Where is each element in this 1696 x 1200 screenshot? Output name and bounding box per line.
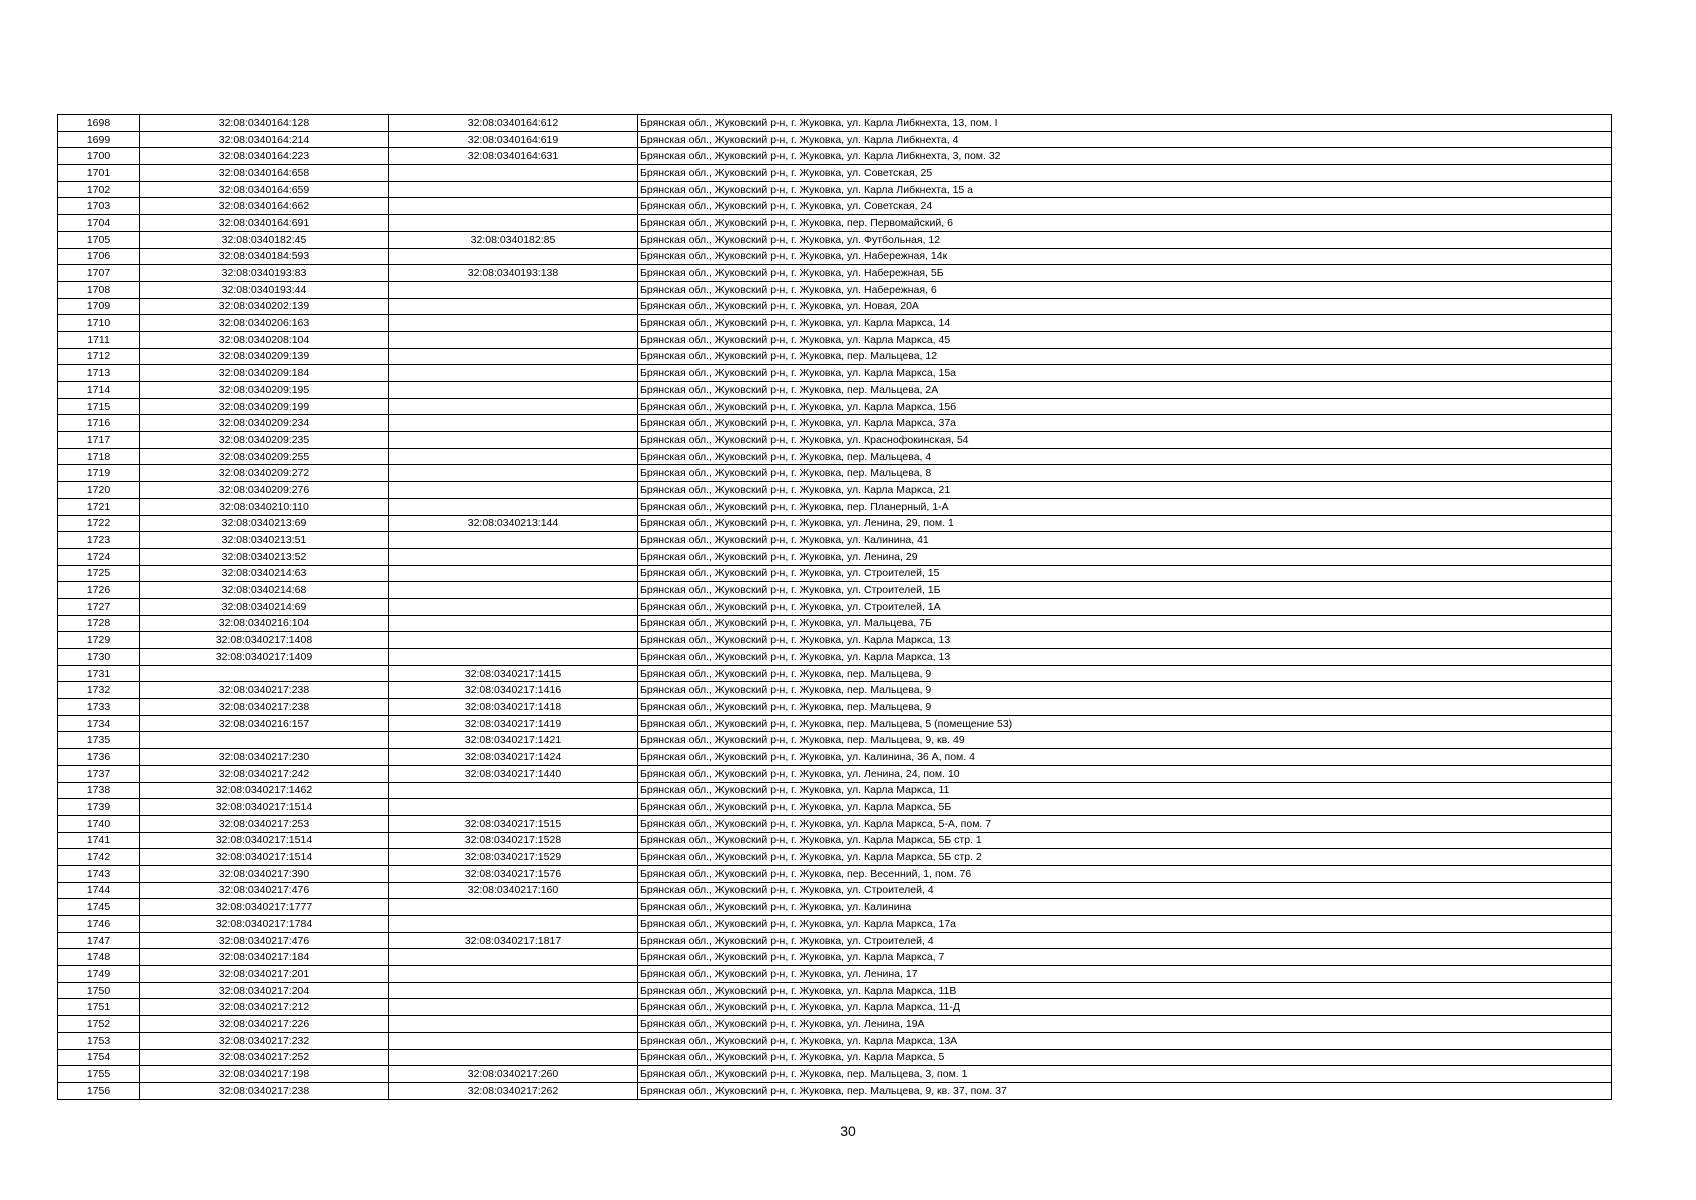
row-number-cell: 1750 — [58, 982, 140, 999]
table-row — [58, 715, 1612, 732]
row-number-cell: 1727 — [58, 598, 140, 615]
address-cell: Брянская обл., Жуковский р-н, г. Жуковка, ул. Карла Маркса, 5Б стр. 1 — [638, 832, 1612, 849]
table-row — [58, 148, 1612, 165]
table-row — [58, 1049, 1612, 1066]
address-cell: Брянская обл., Жуковский р-н, г. Жуковка, ул. Карла Маркса, 11В — [638, 982, 1612, 999]
address-cell: Брянская обл., Жуковский р-н, г. Жуковка, ул. Ленина, 19А — [638, 1016, 1612, 1033]
address-cell: Брянская обл., Жуковский р-н, г. Жуковка, пер. Мальцева, 2А — [638, 382, 1612, 399]
address-cell: Брянская обл., Жуковский р-н, г. Жуковка, ул. Ленина, 17 — [638, 966, 1612, 983]
related-cadastral-number-cell — [389, 398, 638, 415]
address-cell: Брянская обл., Жуковский р-н, г. Жуковка, ул. Калинина, 41 — [638, 532, 1612, 549]
cadastral-number-cell: 32:08:0340213:69 — [140, 515, 389, 532]
cadastral-number-cell: 32:08:0340217:212 — [140, 999, 389, 1016]
cadastral-number-cell: 32:08:0340209:255 — [140, 448, 389, 465]
row-number-cell: 1711 — [58, 331, 140, 348]
table-row — [58, 265, 1612, 282]
cadastral-number-cell: 32:08:0340208:104 — [140, 331, 389, 348]
table-row — [58, 448, 1612, 465]
table-row — [58, 916, 1612, 933]
row-number-cell: 1712 — [58, 348, 140, 365]
cadastral-number-cell: 32:08:0340209:195 — [140, 382, 389, 399]
related-cadastral-number-cell: 32:08:0340217:1416 — [389, 682, 638, 699]
row-number-cell: 1721 — [58, 498, 140, 515]
row-number-cell: 1714 — [58, 382, 140, 399]
address-cell: Брянская обл., Жуковский р-н, г. Жуковка, ул. Карла Либкнехта, 3, пом. 32 — [638, 148, 1612, 165]
cadastral-number-cell: 32:08:0340206:163 — [140, 315, 389, 332]
address-cell: Брянская обл., Жуковский р-н, г. Жуковка, ул. Строителей, 4 — [638, 932, 1612, 949]
table-row — [58, 231, 1612, 248]
address-cell: Брянская обл., Жуковский р-н, г. Жуковка, пер. Мальцева, 5 (помещение 53) — [638, 715, 1612, 732]
address-cell: Брянская обл., Жуковский р-н, г. Жуковка, ул. Карла Маркса, 5-А, пом. 7 — [638, 815, 1612, 832]
cadastral-number-cell: 32:08:0340217:1784 — [140, 916, 389, 933]
row-number-cell: 1734 — [58, 715, 140, 732]
cadastral-number-cell: 32:08:0340217:242 — [140, 765, 389, 782]
address-cell: Брянская обл., Жуковский р-н, г. Жуковка, пер. Мальцева, 9 — [638, 665, 1612, 682]
cadastral-number-cell: 32:08:0340164:128 — [140, 115, 389, 132]
address-cell: Брянская обл., Жуковский р-н, г. Жуковка, пер. Мальцева, 12 — [638, 348, 1612, 365]
cadastral-number-cell — [140, 732, 389, 749]
row-number-cell: 1706 — [58, 248, 140, 265]
table-row — [58, 832, 1612, 849]
cadastral-number-cell: 32:08:0340214:68 — [140, 582, 389, 599]
address-cell: Брянская обл., Жуковский р-н, г. Жуковка, ул. Краснофокинская, 54 — [638, 432, 1612, 449]
row-number-cell: 1726 — [58, 582, 140, 599]
table-row — [58, 699, 1612, 716]
related-cadastral-number-cell: 32:08:0340217:1515 — [389, 815, 638, 832]
table-row — [58, 315, 1612, 332]
cadastral-number-cell: 32:08:0340209:139 — [140, 348, 389, 365]
address-cell: Брянская обл., Жуковский р-н, г. Жуковка, ул. Карла Маркса, 17а — [638, 916, 1612, 933]
address-cell: Брянская обл., Жуковский р-н, г. Жуковка, ул. Карла Маркса, 13А — [638, 1032, 1612, 1049]
row-number-cell: 1741 — [58, 832, 140, 849]
address-cell: Брянская обл., Жуковский р-н, г. Жуковка, пер. Весенний, 1, пом. 76 — [638, 865, 1612, 882]
table-row — [58, 365, 1612, 382]
address-cell: Брянская обл., Жуковский р-н, г. Жуковка, ул. Карла Маркса, 7 — [638, 949, 1612, 966]
cadastral-number-cell: 32:08:0340213:52 — [140, 548, 389, 565]
row-number-cell: 1703 — [58, 198, 140, 215]
table-row — [58, 432, 1612, 449]
cadastral-number-cell — [140, 665, 389, 682]
address-cell: Брянская обл., Жуковский р-н, г. Жуковка, ул. Карла Либкнехта, 4 — [638, 131, 1612, 148]
related-cadastral-number-cell — [389, 565, 638, 582]
related-cadastral-number-cell — [389, 1032, 638, 1049]
cadastral-number-cell: 32:08:0340164:214 — [140, 131, 389, 148]
related-cadastral-number-cell: 32:08:0340193:138 — [389, 265, 638, 282]
table-row — [58, 732, 1612, 749]
related-cadastral-number-cell: 32:08:0340217:160 — [389, 882, 638, 899]
cadastral-number-cell: 32:08:0340209:184 — [140, 365, 389, 382]
table-row — [58, 932, 1612, 949]
row-number-cell: 1705 — [58, 231, 140, 248]
cadastral-number-cell: 32:08:0340164:659 — [140, 181, 389, 198]
cadastral-number-cell: 32:08:0340217:476 — [140, 932, 389, 949]
table-row — [58, 565, 1612, 582]
related-cadastral-number-cell — [389, 582, 638, 599]
table-row — [58, 1016, 1612, 1033]
address-cell: Брянская обл., Жуковский р-н, г. Жуковка, пер. Мальцева, 9 — [638, 699, 1612, 716]
table-row — [58, 181, 1612, 198]
row-number-cell: 1732 — [58, 682, 140, 699]
page-number: 30 — [840, 1123, 856, 1139]
row-number-cell: 1730 — [58, 649, 140, 666]
table-row — [58, 749, 1612, 766]
row-number-cell: 1701 — [58, 165, 140, 182]
row-number-cell: 1743 — [58, 865, 140, 882]
related-cadastral-number-cell: 32:08:0340213:144 — [389, 515, 638, 532]
related-cadastral-number-cell: 32:08:0340217:1415 — [389, 665, 638, 682]
address-cell: Брянская обл., Жуковский р-н, г. Жуковка, ул. Карла Маркса, 14 — [638, 315, 1612, 332]
cadastral-number-cell: 32:08:0340164:223 — [140, 148, 389, 165]
table-row — [58, 382, 1612, 399]
related-cadastral-number-cell: 32:08:0340217:1817 — [389, 932, 638, 949]
address-cell: Брянская обл., Жуковский р-н, г. Жуковка, ул. Карла Маркса, 11 — [638, 782, 1612, 799]
cadastral-number-cell: 32:08:0340217:1777 — [140, 899, 389, 916]
cadastral-number-cell: 32:08:0340164:658 — [140, 165, 389, 182]
address-cell: Брянская обл., Жуковский р-н, г. Жуковка, ул. Строителей, 1А — [638, 598, 1612, 615]
address-cell: Брянская обл., Жуковский р-н, г. Жуковка, пер. Мальцева, 3, пом. 1 — [638, 1066, 1612, 1083]
table-row — [58, 165, 1612, 182]
row-number-cell: 1739 — [58, 799, 140, 816]
related-cadastral-number-cell — [389, 1049, 638, 1066]
address-cell: Брянская обл., Жуковский р-н, г. Жуковка, ул. Карла Маркса, 15а — [638, 365, 1612, 382]
table-row — [58, 215, 1612, 232]
related-cadastral-number-cell — [389, 982, 638, 999]
row-number-cell: 1747 — [58, 932, 140, 949]
address-cell: Брянская обл., Жуковский р-н, г. Жуковка, ул. Карла Маркса, 11-Д — [638, 999, 1612, 1016]
address-cell: Брянская обл., Жуковский р-н, г. Жуковка, пер. Первомайский, 6 — [638, 215, 1612, 232]
table-row — [58, 782, 1612, 799]
cadastral-number-cell: 32:08:0340164:662 — [140, 198, 389, 215]
address-cell: Брянская обл., Жуковский р-н, г. Жуковка, ул. Ленина, 24, пом. 10 — [638, 765, 1612, 782]
cadastral-number-cell: 32:08:0340217:1462 — [140, 782, 389, 799]
table-row — [58, 632, 1612, 649]
cadastral-number-cell: 32:08:0340217:1514 — [140, 832, 389, 849]
cadastral-number-cell: 32:08:0340216:104 — [140, 615, 389, 632]
table-row — [58, 882, 1612, 899]
address-cell: Брянская обл., Жуковский р-н, г. Жуковка, ул. Строителей, 4 — [638, 882, 1612, 899]
table-row — [58, 515, 1612, 532]
cadastral-number-cell: 32:08:0340217:238 — [140, 682, 389, 699]
cadastral-number-cell: 32:08:0340217:226 — [140, 1016, 389, 1033]
related-cadastral-number-cell — [389, 598, 638, 615]
table-row — [58, 949, 1612, 966]
cadastral-number-cell: 32:08:0340217:476 — [140, 882, 389, 899]
registry-table — [57, 114, 1612, 1100]
table-row — [58, 1082, 1612, 1099]
address-cell: Брянская обл., Жуковский р-н, г. Жуковка, ул. Карла Либкнехта, 15 а — [638, 181, 1612, 198]
table-row — [58, 298, 1612, 315]
table-row — [58, 982, 1612, 999]
cadastral-number-cell: 32:08:0340217:238 — [140, 1082, 389, 1099]
address-cell: Брянская обл., Жуковский р-н, г. Жуковка, пер. Мальцева, 4 — [638, 448, 1612, 465]
address-cell: Брянская обл., Жуковский р-н, г. Жуковка, ул. Карла Маркса, 5Б — [638, 799, 1612, 816]
address-cell: Брянская обл., Жуковский р-н, г. Жуковка, ул. Футбольная, 12 — [638, 231, 1612, 248]
cadastral-number-cell: 32:08:0340193:83 — [140, 265, 389, 282]
row-number-cell: 1744 — [58, 882, 140, 899]
table-row — [58, 615, 1612, 632]
row-number-cell: 1756 — [58, 1082, 140, 1099]
related-cadastral-number-cell — [389, 1016, 638, 1033]
address-cell: Брянская обл., Жуковский р-н, г. Жуковка, ул. Карла Маркса, 21 — [638, 482, 1612, 499]
address-cell: Брянская обл., Жуковский р-н, г. Жуковка, ул. Карла Маркса, 37а — [638, 415, 1612, 432]
row-number-cell: 1704 — [58, 215, 140, 232]
related-cadastral-number-cell: 32:08:0340217:1418 — [389, 699, 638, 716]
cadastral-number-cell: 32:08:0340184:593 — [140, 248, 389, 265]
address-cell: Брянская обл., Жуковский р-н, г. Жуковка, ул. Новая, 20А — [638, 298, 1612, 315]
related-cadastral-number-cell — [389, 966, 638, 983]
row-number-cell: 1728 — [58, 615, 140, 632]
registry-table-container — [57, 114, 1612, 1100]
row-number-cell: 1722 — [58, 515, 140, 532]
related-cadastral-number-cell — [389, 365, 638, 382]
row-number-cell: 1707 — [58, 265, 140, 282]
cadastral-number-cell: 32:08:0340217:232 — [140, 1032, 389, 1049]
row-number-cell: 1700 — [58, 148, 140, 165]
address-cell: Брянская обл., Жуковский р-н, г. Жуковка, пер. Планерный, 1-А — [638, 498, 1612, 515]
related-cadastral-number-cell: 32:08:0340164:631 — [389, 148, 638, 165]
cadastral-number-cell: 32:08:0340217:390 — [140, 865, 389, 882]
row-number-cell: 1699 — [58, 131, 140, 148]
cadastral-number-cell: 32:08:0340217:1514 — [140, 849, 389, 866]
table-row — [58, 849, 1612, 866]
table-row — [58, 548, 1612, 565]
row-number-cell: 1749 — [58, 966, 140, 983]
address-cell: Брянская обл., Жуковский р-н, г. Жуковка, ул. Набережная, 14к — [638, 248, 1612, 265]
table-row — [58, 865, 1612, 882]
related-cadastral-number-cell — [389, 899, 638, 916]
table-row — [58, 248, 1612, 265]
row-number-cell: 1736 — [58, 749, 140, 766]
address-cell: Брянская обл., Жуковский р-н, г. Жуковка, ул. Калинина, 36 А, пом. 4 — [638, 749, 1612, 766]
row-number-cell: 1738 — [58, 782, 140, 799]
row-number-cell: 1731 — [58, 665, 140, 682]
related-cadastral-number-cell — [389, 248, 638, 265]
table-row — [58, 665, 1612, 682]
row-number-cell: 1724 — [58, 548, 140, 565]
related-cadastral-number-cell: 32:08:0340217:1529 — [389, 849, 638, 866]
row-number-cell: 1713 — [58, 365, 140, 382]
address-cell: Брянская обл., Жуковский р-н, г. Жуковка, ул. Советская, 24 — [638, 198, 1612, 215]
address-cell: Брянская обл., Жуковский р-н, г. Жуковка, ул. Набережная, 5Б — [638, 265, 1612, 282]
cadastral-number-cell: 32:08:0340214:63 — [140, 565, 389, 582]
row-number-cell: 1709 — [58, 298, 140, 315]
table-row — [58, 799, 1612, 816]
related-cadastral-number-cell — [389, 331, 638, 348]
row-number-cell: 1745 — [58, 899, 140, 916]
related-cadastral-number-cell: 32:08:0340182:85 — [389, 231, 638, 248]
address-cell: Брянская обл., Жуковский р-н, г. Жуковка, ул. Карла Либкнехта, 13, пом. I — [638, 115, 1612, 132]
address-cell: Брянская обл., Жуковский р-н, г. Жуковка, ул. Ленина, 29 — [638, 548, 1612, 565]
table-row — [58, 1032, 1612, 1049]
row-number-cell: 1753 — [58, 1032, 140, 1049]
row-number-cell: 1752 — [58, 1016, 140, 1033]
related-cadastral-number-cell: 32:08:0340217:260 — [389, 1066, 638, 1083]
related-cadastral-number-cell — [389, 916, 638, 933]
row-number-cell: 1716 — [58, 415, 140, 432]
row-number-cell: 1725 — [58, 565, 140, 582]
related-cadastral-number-cell — [389, 315, 638, 332]
table-row — [58, 582, 1612, 599]
table-row — [58, 331, 1612, 348]
cadastral-number-cell: 32:08:0340217:1514 — [140, 799, 389, 816]
row-number-cell: 1751 — [58, 999, 140, 1016]
cadastral-number-cell: 32:08:0340214:69 — [140, 598, 389, 615]
cadastral-number-cell: 32:08:0340217:201 — [140, 966, 389, 983]
address-cell: Брянская обл., Жуковский р-н, г. Жуковка, ул. Советская, 25 — [638, 165, 1612, 182]
address-cell: Брянская обл., Жуковский р-н, г. Жуковка, ул. Карла Маркса, 15б — [638, 398, 1612, 415]
row-number-cell: 1719 — [58, 465, 140, 482]
cadastral-number-cell: 32:08:0340217:253 — [140, 815, 389, 832]
table-row — [58, 532, 1612, 549]
cadastral-number-cell: 32:08:0340209:276 — [140, 482, 389, 499]
cadastral-number-cell: 32:08:0340217:198 — [140, 1066, 389, 1083]
address-cell: Брянская обл., Жуковский р-н, г. Жуковка, ул. Карла Маркса, 45 — [638, 331, 1612, 348]
related-cadastral-number-cell: 32:08:0340217:1421 — [389, 732, 638, 749]
table-row — [58, 482, 1612, 499]
row-number-cell: 1755 — [58, 1066, 140, 1083]
related-cadastral-number-cell — [389, 382, 638, 399]
table-row — [58, 348, 1612, 365]
related-cadastral-number-cell — [389, 782, 638, 799]
cadastral-number-cell: 32:08:0340202:139 — [140, 298, 389, 315]
cadastral-number-cell: 32:08:0340193:44 — [140, 281, 389, 298]
row-number-cell: 1718 — [58, 448, 140, 465]
related-cadastral-number-cell: 32:08:0340217:1424 — [389, 749, 638, 766]
table-row — [58, 465, 1612, 482]
related-cadastral-number-cell — [389, 181, 638, 198]
address-cell: Брянская обл., Жуковский р-н, г. Жуковка, пер. Мальцева, 9, кв. 37, пом. 37 — [638, 1082, 1612, 1099]
cadastral-number-cell: 32:08:0340213:51 — [140, 532, 389, 549]
related-cadastral-number-cell — [389, 198, 638, 215]
table-row — [58, 899, 1612, 916]
address-cell: Брянская обл., Жуковский р-н, г. Жуковка, ул. Карла Маркса, 13 — [638, 632, 1612, 649]
address-cell: Брянская обл., Жуковский р-н, г. Жуковка, ул. Ленина, 29, пом. 1 — [638, 515, 1612, 532]
address-cell: Брянская обл., Жуковский р-н, г. Жуковка, ул. Карла Маркса, 13 — [638, 649, 1612, 666]
address-cell: Брянская обл., Жуковский р-н, г. Жуковка, пер. Мальцева, 9, кв. 49 — [638, 732, 1612, 749]
cadastral-number-cell: 32:08:0340217:252 — [140, 1049, 389, 1066]
related-cadastral-number-cell — [389, 298, 638, 315]
cadastral-number-cell: 32:08:0340217:204 — [140, 982, 389, 999]
row-number-cell: 1715 — [58, 398, 140, 415]
related-cadastral-number-cell: 32:08:0340164:619 — [389, 131, 638, 148]
related-cadastral-number-cell: 32:08:0340217:1419 — [389, 715, 638, 732]
cadastral-number-cell: 32:08:0340217:238 — [140, 699, 389, 716]
cadastral-number-cell: 32:08:0340217:1409 — [140, 649, 389, 666]
table-row — [58, 649, 1612, 666]
row-number-cell: 1737 — [58, 765, 140, 782]
table-row — [58, 966, 1612, 983]
related-cadastral-number-cell — [389, 281, 638, 298]
row-number-cell: 1729 — [58, 632, 140, 649]
cadastral-number-cell: 32:08:0340216:157 — [140, 715, 389, 732]
related-cadastral-number-cell — [389, 448, 638, 465]
cadastral-number-cell: 32:08:0340209:199 — [140, 398, 389, 415]
table-row — [58, 1066, 1612, 1083]
cadastral-number-cell: 32:08:0340182:45 — [140, 231, 389, 248]
related-cadastral-number-cell — [389, 482, 638, 499]
address-cell: Брянская обл., Жуковский р-н, г. Жуковка, ул. Карла Маркса, 5 — [638, 1049, 1612, 1066]
address-cell: Брянская обл., Жуковский р-н, г. Жуковка, ул. Строителей, 15 — [638, 565, 1612, 582]
row-number-cell: 1723 — [58, 532, 140, 549]
cadastral-number-cell: 32:08:0340217:230 — [140, 749, 389, 766]
related-cadastral-number-cell: 32:08:0340164:612 — [389, 115, 638, 132]
related-cadastral-number-cell — [389, 649, 638, 666]
address-cell: Брянская обл., Жуковский р-н, г. Жуковка, ул. Мальцева, 7Б — [638, 615, 1612, 632]
related-cadastral-number-cell — [389, 415, 638, 432]
address-cell: Брянская обл., Жуковский р-н, г. Жуковка, ул. Карла Маркса, 5Б стр. 2 — [638, 849, 1612, 866]
address-cell: Брянская обл., Жуковский р-н, г. Жуковка, ул. Строителей, 1Б — [638, 582, 1612, 599]
table-row — [58, 815, 1612, 832]
table-row — [58, 398, 1612, 415]
table-row — [58, 281, 1612, 298]
related-cadastral-number-cell — [389, 215, 638, 232]
table-row — [58, 115, 1612, 132]
related-cadastral-number-cell: 32:08:0340217:1528 — [389, 832, 638, 849]
address-cell: Брянская обл., Жуковский р-н, г. Жуковка, ул. Набережная, 6 — [638, 281, 1612, 298]
table-row — [58, 198, 1612, 215]
table-row — [58, 999, 1612, 1016]
row-number-cell: 1754 — [58, 1049, 140, 1066]
cadastral-number-cell: 32:08:0340209:235 — [140, 432, 389, 449]
row-number-cell: 1698 — [58, 115, 140, 132]
table-row — [58, 498, 1612, 515]
cadastral-number-cell: 32:08:0340209:272 — [140, 465, 389, 482]
related-cadastral-number-cell — [389, 548, 638, 565]
related-cadastral-number-cell — [389, 999, 638, 1016]
row-number-cell: 1710 — [58, 315, 140, 332]
row-number-cell: 1717 — [58, 432, 140, 449]
row-number-cell: 1702 — [58, 181, 140, 198]
cadastral-number-cell: 32:08:0340217:1408 — [140, 632, 389, 649]
cadastral-number-cell: 32:08:0340164:691 — [140, 215, 389, 232]
related-cadastral-number-cell: 32:08:0340217:262 — [389, 1082, 638, 1099]
table-row — [58, 131, 1612, 148]
row-number-cell: 1748 — [58, 949, 140, 966]
cadastral-number-cell: 32:08:0340210:110 — [140, 498, 389, 515]
table-row — [58, 598, 1612, 615]
row-number-cell: 1733 — [58, 699, 140, 716]
row-number-cell: 1735 — [58, 732, 140, 749]
related-cadastral-number-cell — [389, 348, 638, 365]
address-cell: Брянская обл., Жуковский р-н, г. Жуковка, пер. Мальцева, 9 — [638, 682, 1612, 699]
row-number-cell: 1720 — [58, 482, 140, 499]
address-cell: Брянская обл., Жуковский р-н, г. Жуковка, пер. Мальцева, 8 — [638, 465, 1612, 482]
related-cadastral-number-cell — [389, 532, 638, 549]
related-cadastral-number-cell — [389, 615, 638, 632]
row-number-cell: 1746 — [58, 916, 140, 933]
related-cadastral-number-cell — [389, 799, 638, 816]
related-cadastral-number-cell: 32:08:0340217:1440 — [389, 765, 638, 782]
related-cadastral-number-cell — [389, 949, 638, 966]
table-row — [58, 765, 1612, 782]
cadastral-number-cell: 32:08:0340209:234 — [140, 415, 389, 432]
row-number-cell: 1740 — [58, 815, 140, 832]
related-cadastral-number-cell — [389, 432, 638, 449]
cadastral-number-cell: 32:08:0340217:184 — [140, 949, 389, 966]
related-cadastral-number-cell — [389, 498, 638, 515]
related-cadastral-number-cell: 32:08:0340217:1576 — [389, 865, 638, 882]
table-body — [58, 115, 1612, 1100]
row-number-cell: 1742 — [58, 849, 140, 866]
address-cell: Брянская обл., Жуковский р-н, г. Жуковка, ул. Калинина — [638, 899, 1612, 916]
related-cadastral-number-cell — [389, 632, 638, 649]
table-row — [58, 682, 1612, 699]
row-number-cell: 1708 — [58, 281, 140, 298]
related-cadastral-number-cell — [389, 165, 638, 182]
table-row — [58, 415, 1612, 432]
related-cadastral-number-cell — [389, 465, 638, 482]
